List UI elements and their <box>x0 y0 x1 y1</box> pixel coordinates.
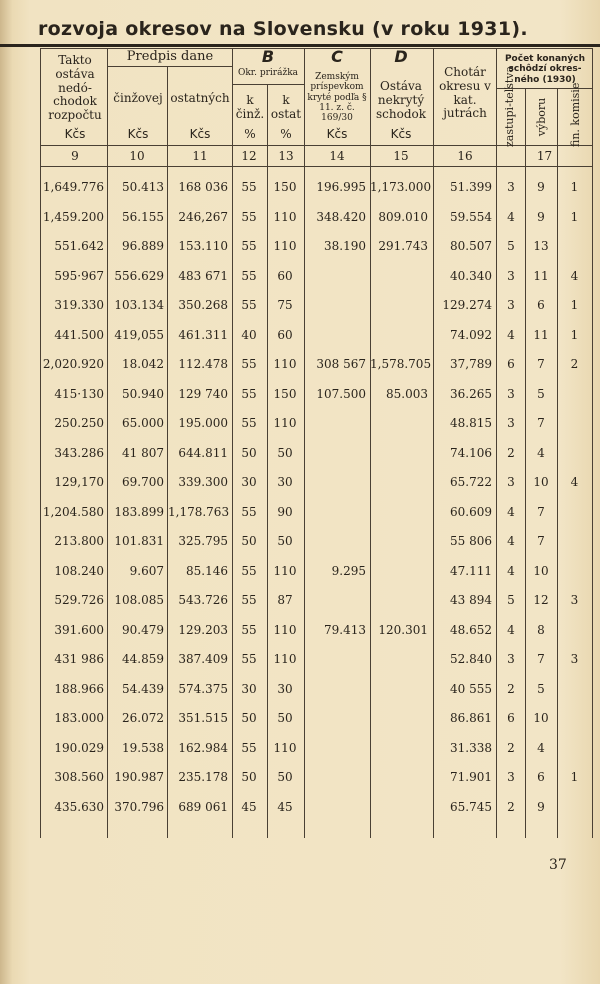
header-k-ostat-unit: % <box>280 127 292 141</box>
table-cell: 150 <box>273 386 297 401</box>
header-d-label: Ostáva nekrytý schodok <box>375 79 426 121</box>
header-k-cinz: k činž. <box>235 93 265 121</box>
table-cell: 4 <box>507 563 515 578</box>
table-cell: 45 <box>277 799 293 814</box>
table-cell: 1,459.200 <box>42 209 104 224</box>
table-cell: 543.726 <box>178 593 228 607</box>
table-cell: 4 <box>570 268 579 283</box>
table-cell: 2 <box>507 681 515 696</box>
table-cell: 483 671 <box>178 268 228 283</box>
table-row <box>0 623 600 647</box>
table-cell: 461.311 <box>178 327 228 342</box>
table-cell: 55 <box>241 740 257 755</box>
table-row <box>0 741 600 765</box>
table-cell: 4 <box>507 327 515 342</box>
table-cell: 60.609 <box>450 504 492 519</box>
table-cell: 4 <box>570 475 579 489</box>
table-cell: 37,789 <box>450 357 492 371</box>
table-cell: 1 <box>570 327 579 342</box>
table-cell: 3 <box>570 593 579 607</box>
table-cell: 4 <box>537 740 545 755</box>
table-cell: 50 <box>277 770 293 784</box>
table-cell: 40 555 <box>450 681 492 696</box>
table-row <box>0 534 600 558</box>
table-row <box>0 711 600 735</box>
table-cell: 2 <box>507 799 515 814</box>
table-cell: 8 <box>537 622 545 637</box>
predpis-rule <box>108 66 232 67</box>
table-cell: 1,178.763 <box>168 504 230 519</box>
header-c-label: Zemským príspevkom kryté podľa § 11. z. č. 169/30 <box>307 72 367 124</box>
table-cell: 351.515 <box>178 711 228 725</box>
table-cell: 18.042 <box>122 357 164 371</box>
table-cell: 44.859 <box>122 652 164 666</box>
table-cell: 3 <box>507 180 515 194</box>
table-cell: 2 <box>507 445 515 460</box>
table-cell: 59.554 <box>450 209 492 224</box>
table-cell: 153.110 <box>178 239 228 253</box>
table-cell: 50 <box>241 711 257 725</box>
table-cell: 1 <box>570 209 579 224</box>
table-cell: 110 <box>273 416 297 430</box>
header-ostatnych: ostatných <box>170 91 230 105</box>
table-cell: 45 <box>241 799 257 814</box>
table-row <box>0 298 600 322</box>
table-cell: 54.439 <box>122 681 164 696</box>
header-k-cinz-unit: % <box>244 127 256 141</box>
table-cell: 1,649.776 <box>42 180 104 194</box>
table-row <box>0 416 600 440</box>
table-row <box>0 800 600 824</box>
table-cell: 55 <box>241 386 257 401</box>
table-cell: 551.642 <box>54 239 104 253</box>
table-cell: 11 <box>533 327 549 342</box>
table-cell: 55 <box>241 504 257 519</box>
table-cell: 90 <box>277 504 293 519</box>
header-d-letter: D <box>394 47 408 66</box>
header-takto: Takto ostáva nedó-chodok rozpočtu <box>48 53 102 123</box>
table-cell: 65.745 <box>450 799 492 814</box>
col-number-13: 13 <box>278 149 294 163</box>
table-cell: 343.286 <box>54 445 104 460</box>
table-cell: 110 <box>273 622 297 637</box>
table-cell: 55 <box>241 622 257 637</box>
table-cell: 5 <box>507 239 515 253</box>
table-cell: 80.507 <box>450 239 492 253</box>
table-cell: 3 <box>507 652 515 666</box>
table-cell: 103.134 <box>114 298 164 312</box>
table-cell: 9 <box>537 209 545 224</box>
col-number-10: 10 <box>129 149 145 163</box>
table-cell: 415·130 <box>54 386 104 401</box>
page-number: 37 <box>549 857 567 873</box>
table-row <box>0 446 600 470</box>
table-cell: 5 <box>537 386 545 401</box>
col-number-17: 17 <box>536 149 553 163</box>
table-cell: 60 <box>277 327 293 342</box>
table-cell: 55 <box>241 239 257 253</box>
table-cell: 101.831 <box>114 534 164 548</box>
table-cell: 3 <box>507 416 515 430</box>
table-cell: 556.629 <box>114 268 164 283</box>
table-cell: 7 <box>537 416 545 430</box>
header-chotar: Chotár okresu v kat. jutrách <box>439 65 491 121</box>
table-cell: 4 <box>507 504 515 519</box>
table-cell: 108.085 <box>114 593 164 607</box>
table-row <box>0 269 600 293</box>
col-number-12: 12 <box>241 149 257 163</box>
header-bottom-rule <box>40 166 592 167</box>
table-cell: 65.722 <box>450 475 492 489</box>
table-cell: 350.268 <box>178 298 228 312</box>
table-cell: 3 <box>570 652 579 666</box>
table-cell: 1 <box>570 770 579 784</box>
table-cell: 195.000 <box>178 416 228 430</box>
table-cell: 1,204.580 <box>42 504 104 519</box>
table-cell: 10 <box>533 711 549 725</box>
table-cell: 60 <box>277 268 293 283</box>
table-cell: 190.987 <box>114 770 164 784</box>
table-cell: 112.478 <box>178 357 228 371</box>
table-cell: 43 894 <box>450 593 492 607</box>
table-cell: 419,055 <box>114 327 164 342</box>
table-cell: 150 <box>273 180 297 194</box>
header-cinzovej-unit: Kčs <box>127 127 149 141</box>
table-cell: 85.003 <box>386 386 428 401</box>
table-row <box>0 770 600 794</box>
table-cell: 30 <box>241 681 257 696</box>
table-cell: 55 <box>241 209 257 224</box>
table-cell: 55 <box>241 298 257 312</box>
col-number-11: 11 <box>192 149 208 163</box>
table-cell: 190.029 <box>54 740 104 755</box>
table-cell: 3 <box>507 298 515 312</box>
table-cell: 4 <box>507 534 515 548</box>
col-number-16: 16 <box>457 149 473 163</box>
table-cell: 110 <box>273 239 297 253</box>
table-cell: 85.146 <box>186 563 228 578</box>
table-cell: 50 <box>241 770 257 784</box>
table-cell: 529.726 <box>54 593 104 607</box>
table-cell: 246,267 <box>178 209 228 224</box>
table-cell: 339.300 <box>178 475 228 489</box>
table-cell: 52.840 <box>450 652 492 666</box>
header-zastup: zastupi-teľstva <box>503 65 516 147</box>
table-cell: 3 <box>507 268 515 283</box>
table-cell: 13 <box>533 239 549 253</box>
page-title: rozvoja okresov na Slovensku (v roku 1931). <box>38 18 528 40</box>
table-cell: 162.984 <box>178 740 228 755</box>
table-cell: 50.940 <box>122 386 164 401</box>
table-cell: 3 <box>507 770 515 784</box>
table-cell: 809.010 <box>378 209 428 224</box>
table-cell: 1 <box>570 298 579 312</box>
table-cell: 12 <box>533 593 549 607</box>
table-cell: 65.000 <box>122 416 164 430</box>
table-cell: 7 <box>537 357 545 371</box>
table-cell: 50.413 <box>122 180 164 194</box>
header-fin: fin. komisie <box>569 82 582 147</box>
table-cell: 644.811 <box>178 445 228 460</box>
table-cell: 5 <box>507 593 515 607</box>
table-cell: 387.409 <box>178 652 228 666</box>
table-cell: 196.995 <box>316 180 366 194</box>
table-cell: 183.899 <box>114 504 164 519</box>
table-cell: 7 <box>537 504 545 519</box>
table-cell: 3 <box>507 386 515 401</box>
table-cell: 1 <box>570 180 579 194</box>
table-cell: 41 807 <box>122 445 164 460</box>
table-cell: 69.700 <box>122 475 164 489</box>
b-rule <box>232 84 304 85</box>
table-cell: 51.399 <box>450 180 492 194</box>
table-cell: 87 <box>277 593 293 607</box>
header-b-label: Okr. prirážka <box>237 68 299 78</box>
header-c-letter: C <box>331 47 343 66</box>
table-cell: 30 <box>241 475 257 489</box>
table-cell: 120.301 <box>378 622 428 637</box>
table-cell: 4 <box>507 209 515 224</box>
table-cell: 319.330 <box>54 298 104 312</box>
table-cell: 9.607 <box>129 563 164 578</box>
table-row <box>0 593 600 617</box>
table-cell: 36.265 <box>450 386 492 401</box>
table-cell: 168 036 <box>178 180 228 194</box>
table-cell: 308.560 <box>54 770 104 784</box>
table-row <box>0 210 600 234</box>
table-cell: 50 <box>241 534 257 548</box>
table-cell: 40 <box>241 327 257 342</box>
table-row <box>0 357 600 381</box>
header-c-unit: Kčs <box>326 127 348 141</box>
table-cell: 6 <box>537 770 545 784</box>
table-cell: 50 <box>277 711 293 725</box>
table-cell: 3 <box>507 475 515 489</box>
table-cell: 48.652 <box>450 622 492 637</box>
table-cell: 110 <box>273 357 297 371</box>
table-cell: 1,173.000 <box>370 180 432 194</box>
table-row <box>0 682 600 706</box>
header-b-letter: B <box>261 47 275 66</box>
table-cell: 110 <box>273 740 297 755</box>
header-vyboru: výboru <box>535 97 548 137</box>
table-cell: 107.500 <box>316 386 366 401</box>
table-cell: 96.889 <box>122 239 164 253</box>
table-cell: 71.901 <box>450 770 492 784</box>
table-cell: 6 <box>507 357 515 371</box>
table-cell: 38.190 <box>324 239 366 253</box>
table-cell: 2 <box>507 740 515 755</box>
table-cell: 129.203 <box>178 622 228 637</box>
table-cell: 250.250 <box>54 416 104 430</box>
table-row <box>0 564 600 588</box>
table-cell: 291.743 <box>378 239 428 253</box>
table-cell: 4 <box>537 445 545 460</box>
table-cell: 129,170 <box>54 475 104 489</box>
table-cell: 74.092 <box>450 327 492 342</box>
header-cinzovej: činžovej <box>113 91 163 105</box>
table-cell: 574.375 <box>178 681 228 696</box>
table-cell: 235.178 <box>178 770 228 784</box>
table-cell: 5 <box>537 681 545 696</box>
table-cell: 10 <box>533 475 549 489</box>
table-cell: 74.106 <box>450 445 492 460</box>
header-ostatnych-unit: Kčs <box>189 127 211 141</box>
table-cell: 55 <box>241 652 257 666</box>
table-row <box>0 387 600 411</box>
table-cell: 689 061 <box>178 799 228 814</box>
table-cell: 110 <box>273 209 297 224</box>
table-row <box>0 239 600 263</box>
table-cell: 2 <box>570 357 579 371</box>
table-cell: 391.600 <box>54 622 104 637</box>
table-cell: 10 <box>533 563 549 578</box>
table-cell: 325.795 <box>178 534 228 548</box>
table-cell: 55 <box>241 268 257 283</box>
table-cell: 30 <box>277 681 293 696</box>
table-cell: 110 <box>273 652 297 666</box>
table-cell: 110 <box>273 563 297 578</box>
table-cell: 308 567 <box>316 357 366 371</box>
table-cell: 50 <box>277 534 293 548</box>
table-cell: 1,578.705 <box>370 357 432 371</box>
title-rule <box>0 44 600 47</box>
table-cell: 370.796 <box>114 799 164 814</box>
table-cell: 9 <box>537 799 545 814</box>
header-k-ostat: k ostat <box>270 93 302 121</box>
col-number-14: 14 <box>329 149 345 163</box>
table-cell: 56.155 <box>122 209 164 224</box>
table-cell: 55 <box>241 563 257 578</box>
table-cell: 50 <box>241 445 257 460</box>
table-cell: 55 <box>241 357 257 371</box>
table-cell: 595·967 <box>54 268 104 283</box>
header-pocet: Počet konaných schôdzí okres-ného (1930) <box>504 54 586 85</box>
table-cell: 50 <box>277 445 293 460</box>
table-cell: 213.800 <box>54 534 104 548</box>
table-cell: 7 <box>537 652 545 666</box>
table-cell: 55 <box>241 416 257 430</box>
table-cell: 55 <box>241 180 257 194</box>
table-cell: 6 <box>537 298 545 312</box>
table-cell: 26.072 <box>122 711 164 725</box>
table-cell: 6 <box>507 711 515 725</box>
table-cell: 129.274 <box>442 298 492 312</box>
table-cell: 75 <box>277 298 293 312</box>
table-cell: 108.240 <box>54 563 104 578</box>
table-cell: 188.966 <box>54 681 104 696</box>
table-cell: 19.538 <box>122 740 164 755</box>
table-cell: 11 <box>533 268 549 283</box>
table-cell: 90.479 <box>122 622 164 637</box>
col-number-15: 15 <box>393 149 409 163</box>
table-row <box>0 180 600 204</box>
table-cell: 55 806 <box>450 534 492 548</box>
table-cell: 79.413 <box>324 622 366 637</box>
table-cell: 348.420 <box>316 209 366 224</box>
table-cell: 4 <box>507 622 515 637</box>
table-cell: 441.500 <box>54 327 104 342</box>
header-takto-unit: Kčs <box>64 127 86 141</box>
table-cell: 435.630 <box>54 799 104 814</box>
table-cell: 431 986 <box>54 652 104 666</box>
table-row <box>0 505 600 529</box>
table-cell: 183.000 <box>54 711 104 725</box>
header-d-unit: Kčs <box>390 127 412 141</box>
table-cell: 48.815 <box>450 416 492 430</box>
table-cell: 9.295 <box>331 563 366 578</box>
table-cell: 7 <box>537 534 545 548</box>
table-cell: 40.340 <box>450 268 492 283</box>
col-number-9: 9 <box>71 149 79 163</box>
header-predpis: Predpis dane <box>126 49 214 64</box>
table-row <box>0 328 600 352</box>
table-cell: 47.111 <box>450 563 492 578</box>
table-cell: 31.338 <box>450 740 492 755</box>
table-cell: 2,020.920 <box>42 357 104 371</box>
table-cell: 129 740 <box>178 386 228 401</box>
table-cell: 9 <box>537 180 545 194</box>
table-cell: 30 <box>277 475 293 489</box>
table-row <box>0 652 600 676</box>
table-cell: 55 <box>241 593 257 607</box>
table-cell: 86.861 <box>450 711 492 725</box>
table-row <box>0 475 600 499</box>
